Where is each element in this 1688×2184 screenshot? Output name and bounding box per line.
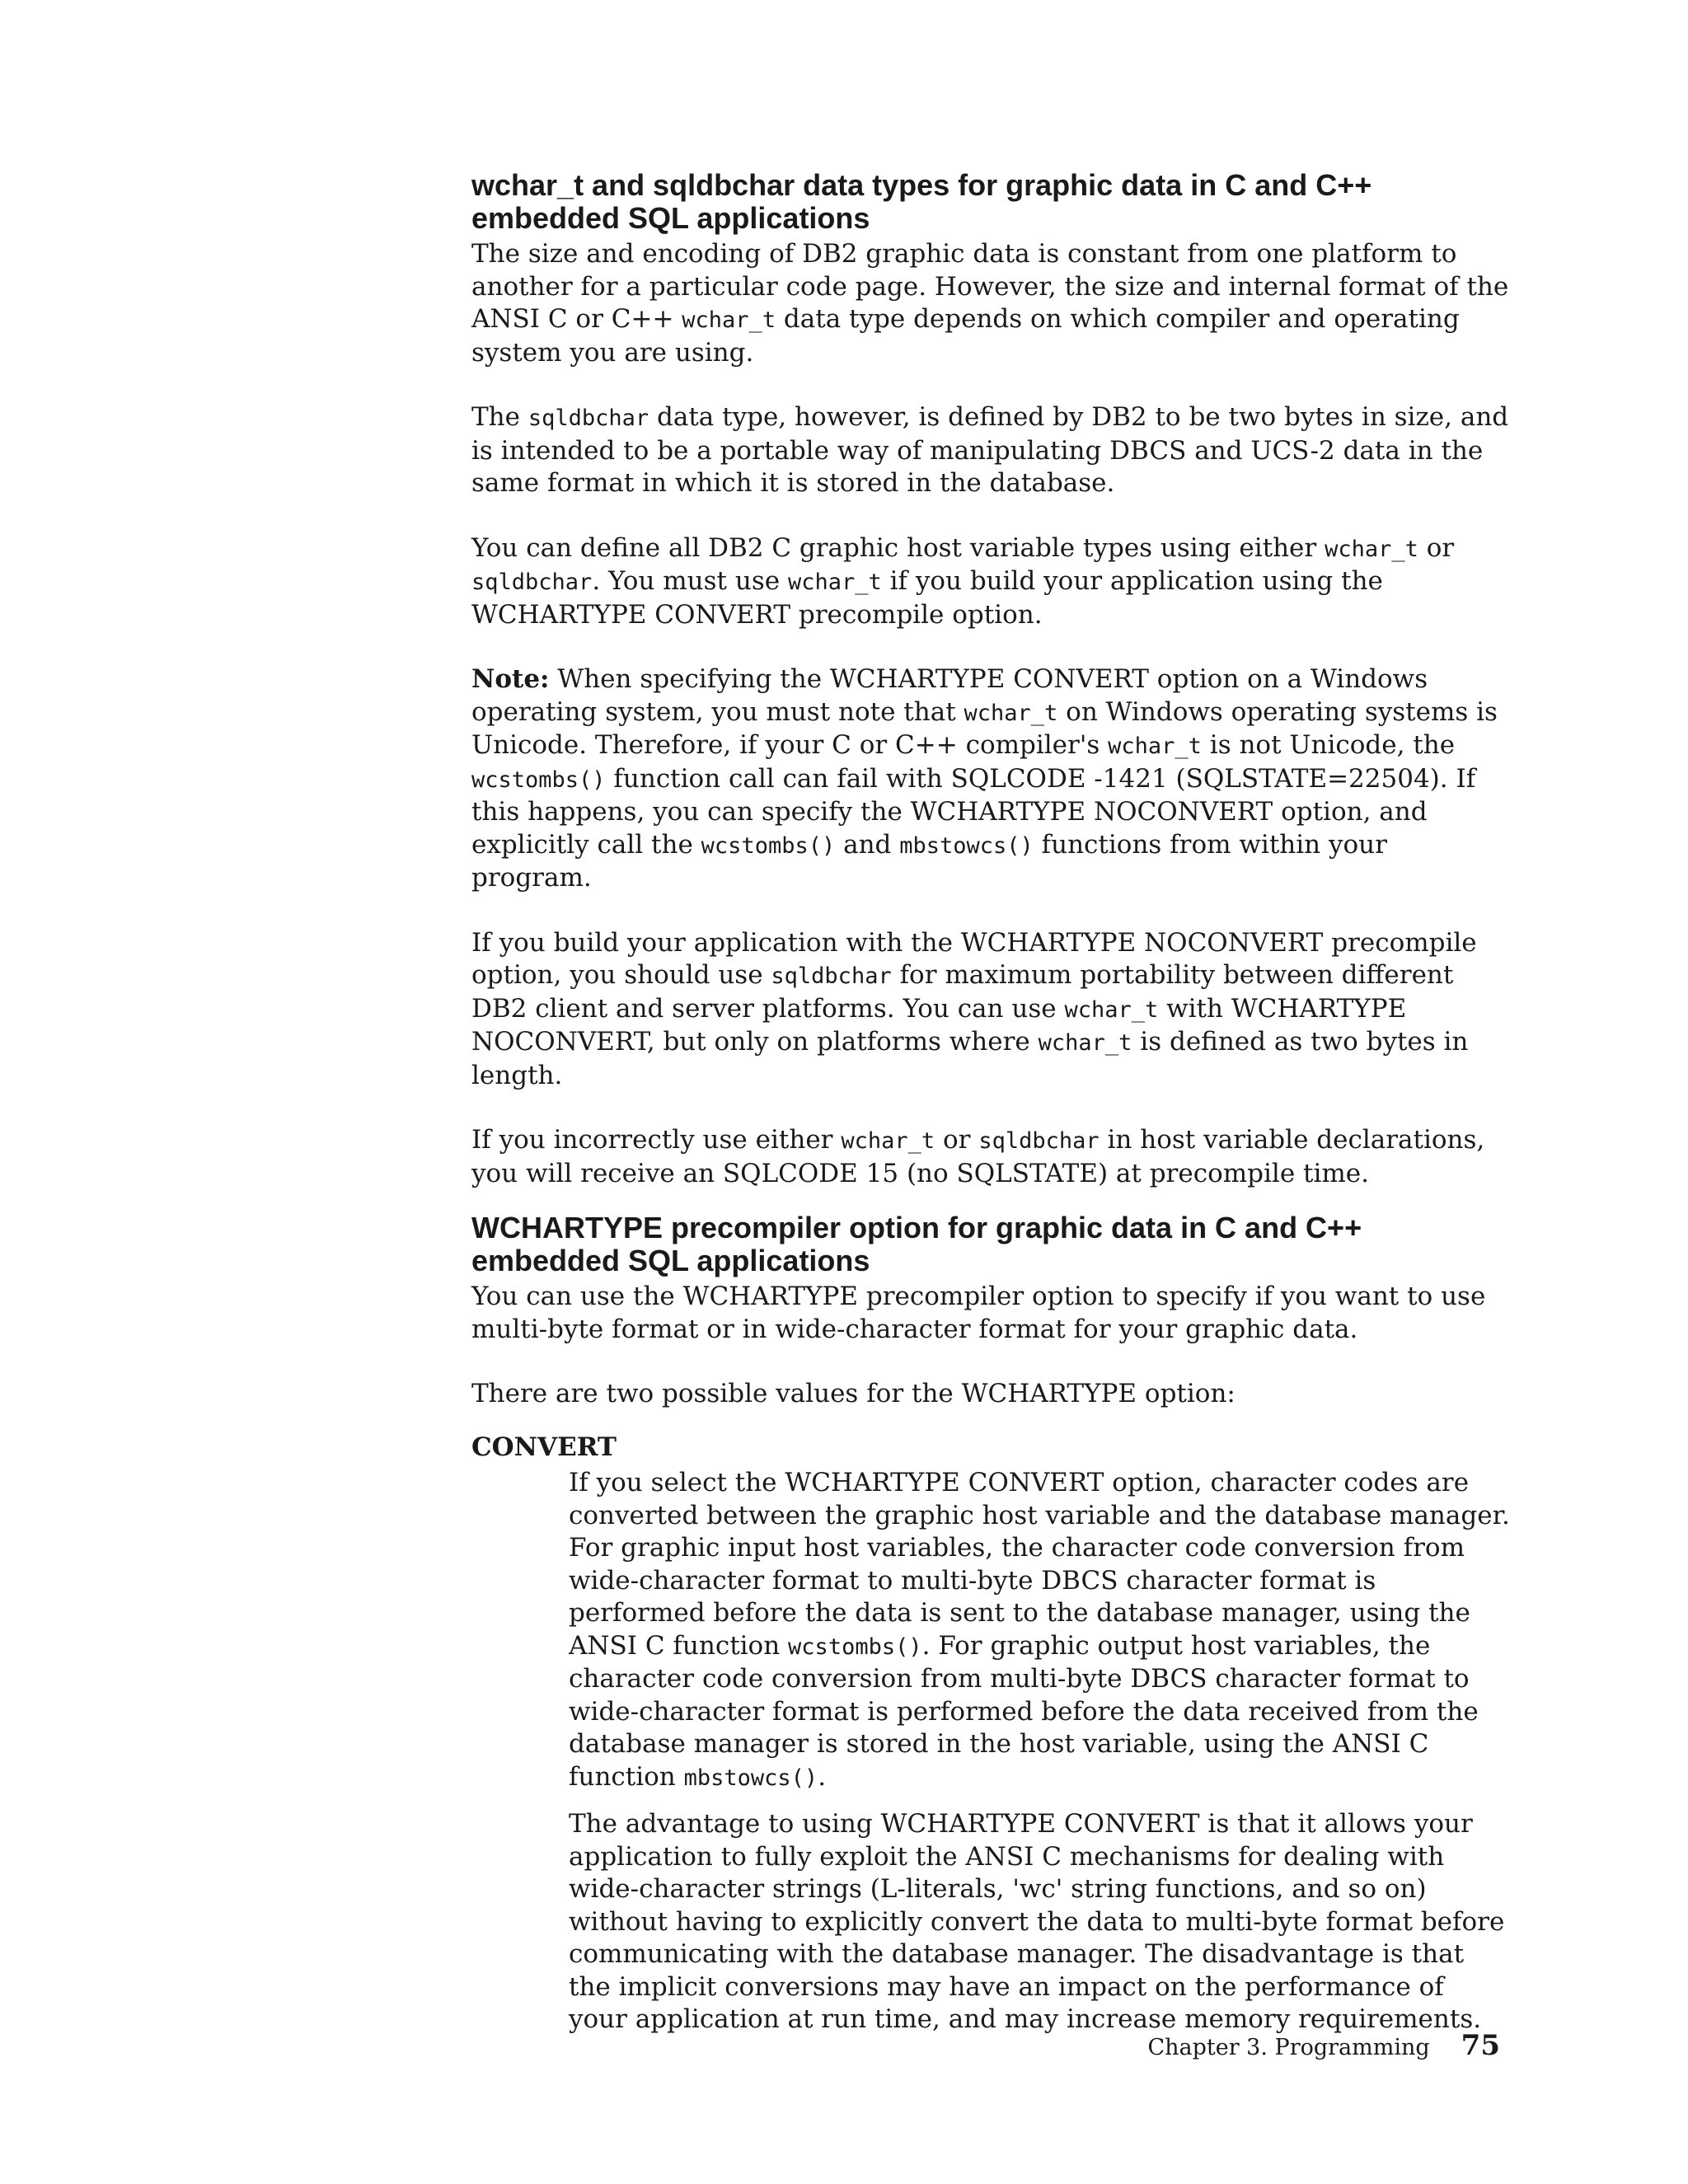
code-term: wchar_t: [787, 569, 882, 595]
page-number: 75: [1461, 2029, 1500, 2062]
section-wchar-t-sqldbchar: [471, 169, 1510, 1190]
text-run: If you select the WCHARTYPE CONVERT option, character codes are converted between the graphic host variable and the database manager. For graphic input host variables, the character code conversion from wide-character format to multi-byte DBCS character format is performed before the data is sent to the database manager, using the ANSI C function: [569, 1468, 1510, 1661]
text-run: . You must use: [592, 566, 788, 596]
code-term: wchar_t: [1108, 733, 1202, 759]
code-term: wchar_t: [1325, 536, 1418, 562]
note-label: Note:: [471, 664, 550, 694]
text-run: The size and encoding of DB2 graphic data is constant from one platform to another for a particular code page. However, the size and internal format of the ANSI C or C++: [471, 239, 1509, 334]
code-term: sqldbchar: [771, 963, 892, 989]
code-term: wchar_t: [964, 700, 1058, 726]
code-term: mbstowcs(): [899, 832, 1034, 859]
definition-description: [569, 1467, 1510, 2036]
text-run: data type, however, is defined by DB2 to be two bytes in size, and is intended to be a portable way of manipulating DBCS and UCS-2 data in the same format in which it is stored in the database.: [471, 402, 1509, 498]
code-term: wchar_t: [1038, 1030, 1132, 1056]
page-footer: [1147, 2029, 1500, 2062]
code-term: sqldbchar: [471, 569, 593, 595]
paragraph: You can use the WCHARTYPE precompiler option to specify if you want to use multi-byte format or in wide-character format for your graphic data.: [471, 1282, 1486, 1344]
text-run: or: [935, 1125, 979, 1155]
text-run: and: [835, 829, 900, 860]
code-term: wcstombs(): [471, 766, 606, 793]
text-run: .: [818, 1761, 827, 1792]
text-run: or: [1418, 532, 1455, 563]
text-run: data type depends on which compiler and operating system you are using.: [471, 304, 1460, 368]
code-term: sqldbchar: [978, 1128, 1100, 1154]
text-run: on Windows operating systems is Unicode. Therefore, if your C or C++ compiler's: [471, 696, 1498, 760]
definition-term: CONVERT: [471, 1432, 617, 1462]
code-term: wcstombs(): [701, 832, 836, 859]
code-term: wcstombs(): [788, 1633, 922, 1660]
chapter-label: Chapter 3. Programming: [1147, 2035, 1430, 2060]
paragraph: [471, 532, 1510, 632]
note-paragraph: [471, 663, 1510, 895]
text-run: functions from within your program.: [471, 829, 1387, 893]
paragraph: [569, 1467, 1510, 1794]
paragraph: [471, 401, 1510, 500]
section-wchartype-option: [471, 1212, 1510, 2036]
paragraph: [471, 238, 1510, 369]
code-term: wchar_t: [682, 307, 776, 333]
code-term: mbstowcs(): [683, 1765, 818, 1791]
text-run: . For graphic output host variables, the character code conversion from multi-byte DBCS character format to wide-character format is performed before the data received from the database manager is stored in the host variable, using the ANSI C function: [569, 1630, 1479, 1792]
text-run: with WCHARTYPE NOCONVERT, but only on platforms where: [471, 993, 1407, 1057]
section-title: wchar_t and sqldbchar data types for graphic data in C and C++ embedded SQL applications: [471, 168, 1372, 235]
text-run: You can define all DB2 C graphic host variable types using either: [471, 532, 1325, 563]
code-term: wchar_t: [1064, 996, 1159, 1023]
text-run: is not Unicode, the: [1201, 730, 1456, 760]
page-content: [471, 169, 1510, 2050]
text-run: If you build your application with the WCHARTYPE NOCONVERT precompile option, you should use: [471, 927, 1477, 990]
paragraph: The advantage to using WCHARTYPE CONVERT is that it allows your application to fully exploit the ANSI C mechanisms for dealing with wide-character strings (L-literals, 'wc' string functions, and so on) without having to explicitly convert the data to multi-byte format before communicating with the database manager. The disadvantage is that the implicit conversions may have an impact on the performance of your application at run time, and may increase memory requirements.: [569, 1809, 1505, 2034]
text-run: in host variable declarations, you will receive an SQLCODE 15 (no SQLSTATE) at precompile time.: [471, 1125, 1485, 1188]
paragraph: [471, 1124, 1510, 1190]
definition-list: [471, 1432, 1510, 2036]
section-title: WCHARTYPE precompiler option for graphic data in C and C++ embedded SQL applications: [471, 1211, 1362, 1277]
text-run: if you build your application using the WCHARTYPE CONVERT precompile option.: [471, 566, 1383, 630]
paragraph: There are two possible values for the WCHARTYPE option:: [471, 1379, 1236, 1408]
text-run: When specifying the WCHARTYPE CONVERT option on a Windows operating system, you must note that: [471, 664, 1428, 727]
paragraph: [471, 927, 1510, 1093]
text-run: for maximum portability between different DB2 client and server platforms. You can use: [471, 960, 1454, 1024]
text-run: If you incorrectly use either: [471, 1125, 842, 1155]
code-term: sqldbchar: [528, 405, 649, 431]
text-run: The: [471, 402, 528, 432]
code-term: wchar_t: [841, 1128, 935, 1154]
text-run: is defined as two bytes in length.: [471, 1027, 1469, 1090]
text-run: function call can fail with SQLCODE -1421 (SQLSTATE=22504). If this happens, you can specify the WCHARTYPE NOCONVERT option, and explicitly call the: [471, 763, 1476, 860]
